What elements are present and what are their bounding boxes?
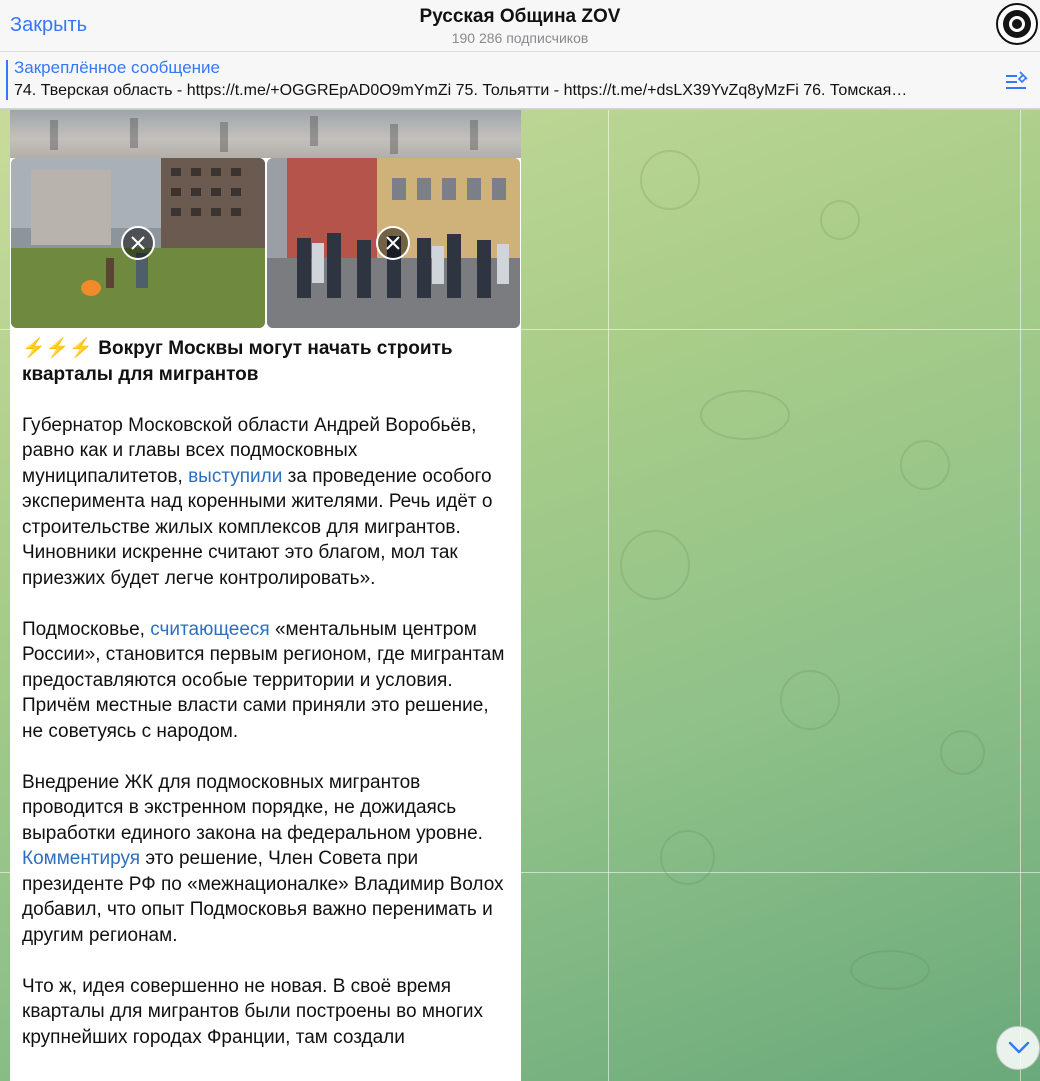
lightning-emoji-icon: ⚡️⚡️⚡️ (22, 338, 93, 359)
chevron-down-icon (1008, 1041, 1030, 1055)
close-icon (385, 235, 401, 251)
scroll-down-button[interactable] (996, 1026, 1040, 1070)
pinned-title: Закреплённое сообщение (14, 58, 220, 77)
cancel-download-button[interactable] (376, 226, 410, 260)
pinned-list-icon[interactable] (1004, 68, 1030, 94)
close-button[interactable]: Закрыть (10, 14, 88, 36)
photo-crowd-street[interactable] (267, 158, 520, 328)
paragraph-4-text: Что ж, идея совершенно не новая. В своё время кварталы для мигрантов были построены во многих крупнейших городах Франции, там создали (22, 975, 483, 1048)
chat-title[interactable]: Русская Община ZOV (419, 6, 621, 27)
paragraph-2-text: Подмосковье, (22, 618, 151, 640)
channel-avatar-icon[interactable] (996, 3, 1038, 45)
link-schitayushcheesya[interactable]: считающееся (150, 618, 270, 640)
subscriber-count: 190 286 подписчиков (451, 30, 589, 46)
close-icon (130, 235, 146, 251)
paragraph-2-rest: «ментальным центром России», становится первым регионом, где мигрантам предоставляются особые территории и условия. Причём местные власти сами приняли это решение, не советуясь с народом. (22, 618, 505, 742)
paragraph-1-rest: за проведение особого эксперимента над коренными жителями. Речь идёт о строительстве жилых комплексов для мигрантов. Чиновники искренне считают это благом, мол так приезжих будет легче контролировать». (22, 465, 493, 589)
chat-header (0, 0, 1040, 52)
pinned-text: 74. Тверская область - https://t.me/+OGGREpAD0O9mYmZi 75. Тольятти - https://t.me/+dsLX39YvZq8yMzFi 76. Томская… (14, 82, 908, 99)
message-headline: Вокруг Москвы могут начать строить кварталы для мигрантов (22, 338, 453, 385)
photo-strip-building (10, 110, 521, 158)
cancel-download-button[interactable] (121, 226, 155, 260)
paragraph-3-text: Внедрение ЖК для подмосковных мигрантов проводится в экстренном порядке, не дожидаясь выработки единого закона на федеральном уровне. (22, 771, 483, 844)
paragraph-3-rest: это решение, Член Совета при президенте РФ по «межнационалке» Владимир Волох добавил, что опыт Подмосковья важно перенимать и другим регионам. (22, 848, 504, 946)
link-vystupili[interactable]: выступили (188, 465, 283, 487)
message-bubble[interactable] (10, 110, 521, 1081)
link-kommentiruya[interactable]: Комментируя (22, 848, 141, 869)
pinned-message[interactable] (0, 52, 1040, 109)
photo-kids-ruins[interactable] (11, 158, 265, 328)
paragraph-1-text: Губернатор Московской области Андрей Воробьёв, равно как и главы всех подмосковных муниципалитетов, (22, 414, 477, 487)
pinned-indicator (6, 60, 8, 100)
message-text (22, 336, 512, 1076)
